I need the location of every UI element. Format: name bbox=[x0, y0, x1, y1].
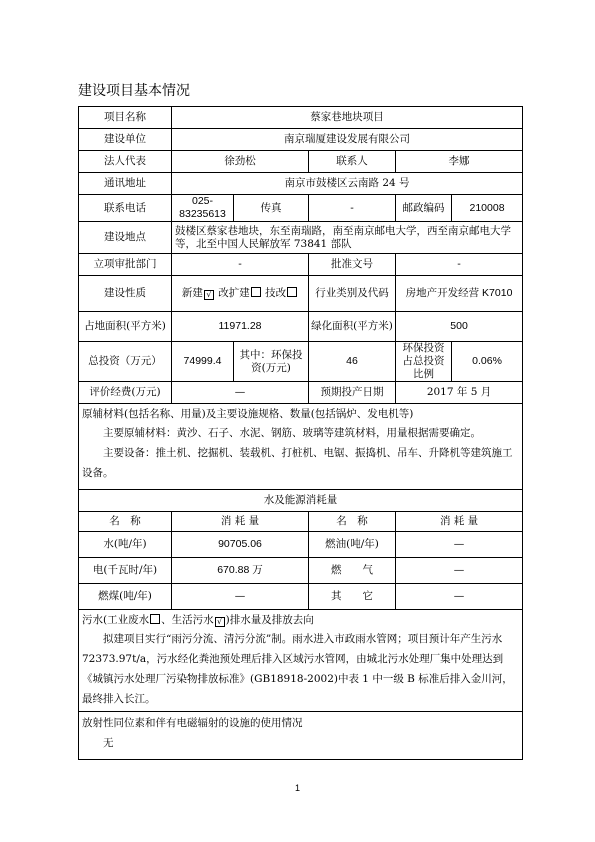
energy-col-amount-2: 消 耗 量 bbox=[396, 512, 523, 532]
energy-other-value: — bbox=[396, 584, 523, 610]
value-address: 南京市鼓楼区云南路 24 号 bbox=[172, 173, 523, 195]
value-builder: 南京瑞厦建设发展有限公司 bbox=[172, 129, 523, 151]
label-green-area: 绿化面积(平方米) bbox=[309, 312, 396, 342]
value-nature bbox=[172, 276, 309, 312]
energy-water-label: 水(吨/年) bbox=[79, 532, 172, 558]
value-eval-fee: — bbox=[172, 382, 309, 404]
value-env-ratio: 0.06% bbox=[452, 342, 523, 382]
label-postcode: 邮政编码 bbox=[396, 195, 452, 222]
energy-gas-label: 燃 气 bbox=[309, 558, 396, 584]
value-fax: - bbox=[309, 195, 396, 222]
radiation-section bbox=[79, 712, 523, 760]
sewage-heading-part-a: 污水(工业废水 bbox=[82, 614, 150, 626]
materials-heading: 原辅材料(包括名称、用量)及主要设施规格、数量(包括锅炉、发电机等) bbox=[82, 408, 414, 420]
sewage-heading-part-b: 、生活污水 bbox=[161, 614, 214, 626]
value-legal-rep: 徐劲松 bbox=[172, 151, 309, 173]
value-total-invest: 74999.4 bbox=[172, 342, 234, 382]
label-address: 通讯地址 bbox=[79, 173, 172, 195]
label-env-ratio: 环保投资占总投资比例 bbox=[396, 342, 452, 382]
label-builder: 建设单位 bbox=[79, 129, 172, 151]
label-project-name: 项目名称 bbox=[79, 107, 172, 129]
nature-expand-checkbox bbox=[251, 287, 261, 297]
energy-col-amount-1: 消 耗 量 bbox=[172, 512, 309, 532]
label-eval-fee: 评价经费(万元) bbox=[79, 382, 172, 404]
value-green-area: 500 bbox=[396, 312, 523, 342]
value-land-area: 11971.28 bbox=[172, 312, 309, 342]
energy-heading: 水及能源消耗量 bbox=[79, 490, 523, 512]
label-land-area: 占地面积(平方米) bbox=[79, 312, 172, 342]
nature-new-checkbox: √ bbox=[204, 290, 214, 300]
energy-other-label: 其 它 bbox=[309, 584, 396, 610]
energy-col-name-2: 名 称 bbox=[309, 512, 396, 532]
label-start-date: 预期投产日期 bbox=[309, 382, 396, 404]
value-phone: 025-83235613 bbox=[172, 195, 234, 222]
nature-new-label: 新建 bbox=[181, 287, 203, 299]
energy-gas-value: — bbox=[396, 558, 523, 584]
energy-power-label: 电(千瓦时/年) bbox=[79, 558, 172, 584]
materials-section bbox=[79, 404, 523, 490]
value-approval-no: - bbox=[396, 254, 523, 276]
materials-paragraph-2: 主要设备：推土机、挖掘机、装载机、打桩机、电锯、振捣机、吊车、升降机等建筑施工设备。 bbox=[82, 447, 513, 479]
energy-coal-label: 燃煤(吨/年) bbox=[79, 584, 172, 610]
value-industry: 房地产开发经营 K7010 bbox=[396, 276, 523, 312]
value-postcode: 210008 bbox=[452, 195, 523, 222]
label-industry: 行业类别及代码 bbox=[309, 276, 396, 312]
energy-fuel-oil-label: 燃油(吨/年) bbox=[309, 532, 396, 558]
nature-expand-label: 改扩建 bbox=[218, 287, 250, 299]
page-number: 1 bbox=[294, 783, 300, 793]
project-info-table bbox=[78, 106, 523, 760]
label-nature: 建设性质 bbox=[79, 276, 172, 312]
label-env-invest: 其中：环保投资(万元) bbox=[234, 342, 309, 382]
value-env-invest: 46 bbox=[309, 342, 396, 382]
sewage-paragraph: 拟建项目实行“雨污分流、清污分流”制。雨水进入市政雨水管网；项目预计年产生污水 72373.97t/a，污水经化粪池预处理后排入区域污水管网，由城北污水处理厂集中处理达到《城镇污水处理厂污染物排放标准》(GB18918-2002)中表 1 中一级 B 标准后排入金川河，最终排入长江。 bbox=[82, 633, 513, 705]
radiation-value: 无 bbox=[103, 737, 114, 749]
label-approval-no: 批准文号 bbox=[309, 254, 396, 276]
value-approval-dept: - bbox=[172, 254, 309, 276]
energy-water-value: 90705.06 bbox=[172, 532, 309, 558]
domestic-sewage-checkbox: √ bbox=[215, 617, 225, 627]
label-phone: 联系电话 bbox=[79, 195, 172, 222]
energy-fuel-oil-value: — bbox=[396, 532, 523, 558]
nature-tech-checkbox bbox=[287, 287, 297, 297]
label-fax: 传真 bbox=[234, 195, 309, 222]
industrial-wastewater-checkbox bbox=[150, 614, 160, 624]
energy-col-name-1: 名 称 bbox=[79, 512, 172, 532]
materials-paragraph-1: 主要原辅材料：黄沙、石子、水泥、钢筋、玻璃等建筑材料，用量根据需要确定。 bbox=[103, 427, 481, 439]
energy-power-value: 670.88 万 bbox=[172, 558, 309, 584]
value-site: 鼓楼区蔡家巷地块，东至南瑞路，南至南京邮电大学，西至南京邮电大学等，北至中国人民解放军 73841 部队 bbox=[172, 222, 523, 254]
value-start-date: 2017 年 5 月 bbox=[396, 382, 523, 404]
value-contact: 李娜 bbox=[396, 151, 523, 173]
label-contact: 联系人 bbox=[309, 151, 396, 173]
label-legal-rep: 法人代表 bbox=[79, 151, 172, 173]
nature-tech-label: 技改 bbox=[265, 287, 287, 299]
label-approval-dept: 立项审批部门 bbox=[79, 254, 172, 276]
label-total-invest: 总投资（万元） bbox=[79, 342, 172, 382]
energy-coal-value: — bbox=[172, 584, 309, 610]
sewage-section bbox=[79, 610, 523, 712]
section-title: 建设项目基本情况 bbox=[78, 83, 190, 99]
value-project-name: 蔡家巷地块项目 bbox=[172, 107, 523, 129]
radiation-heading: 放射性同位素和伴有电磁辐射的设施的使用情况 bbox=[82, 717, 303, 729]
sewage-heading bbox=[82, 611, 519, 629]
label-site: 建设地点 bbox=[79, 222, 172, 254]
sewage-heading-part-c: )排水量及排放去向 bbox=[225, 614, 314, 626]
